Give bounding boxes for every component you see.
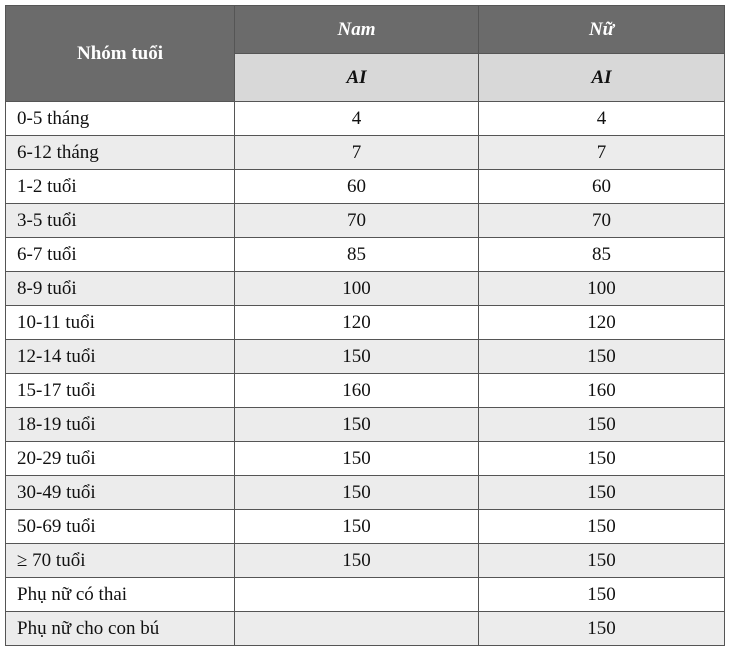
table-row xyxy=(6,578,725,612)
female-value-cell: 60 xyxy=(479,170,725,204)
age-cell: 1-2 tuổi xyxy=(6,170,235,204)
age-cell: 20-29 tuổi xyxy=(6,442,235,476)
table-row xyxy=(6,136,725,170)
age-cell: 10-11 tuổi xyxy=(6,306,235,340)
table-row xyxy=(6,238,725,272)
table-row xyxy=(6,612,725,646)
table-row xyxy=(6,272,725,306)
age-cell: 15-17 tuổi xyxy=(6,374,235,408)
male-value-cell: 100 xyxy=(235,272,479,306)
header-female-ai: AI xyxy=(479,54,725,102)
age-cell: Phụ nữ cho con bú xyxy=(6,612,235,646)
age-cell: ≥ 70 tuổi xyxy=(6,544,235,578)
male-value-cell: 4 xyxy=(235,102,479,136)
female-value-cell: 150 xyxy=(479,544,725,578)
table-row xyxy=(6,476,725,510)
age-cell: 3-5 tuổi xyxy=(6,204,235,238)
age-cell: 12-14 tuổi xyxy=(6,340,235,374)
female-value-cell: 150 xyxy=(479,510,725,544)
male-value-cell: 70 xyxy=(235,204,479,238)
male-value-cell: 150 xyxy=(235,442,479,476)
female-value-cell: 160 xyxy=(479,374,725,408)
female-value-cell: 150 xyxy=(479,408,725,442)
table-row xyxy=(6,306,725,340)
table-row xyxy=(6,408,725,442)
table-row xyxy=(6,340,725,374)
table-frame xyxy=(5,5,725,646)
female-value-cell: 120 xyxy=(479,306,725,340)
male-value-cell: 7 xyxy=(235,136,479,170)
female-value-cell: 150 xyxy=(479,476,725,510)
table-row xyxy=(6,170,725,204)
age-cell: 0-5 tháng xyxy=(6,102,235,136)
female-value-cell: 85 xyxy=(479,238,725,272)
male-value-cell xyxy=(235,578,479,612)
table-row xyxy=(6,102,725,136)
nutrition-table xyxy=(5,5,725,646)
table-row xyxy=(6,374,725,408)
table-row xyxy=(6,204,725,238)
male-value-cell xyxy=(235,612,479,646)
male-value-cell: 150 xyxy=(235,340,479,374)
male-value-cell: 150 xyxy=(235,408,479,442)
female-value-cell: 100 xyxy=(479,272,725,306)
male-value-cell: 60 xyxy=(235,170,479,204)
male-value-cell: 150 xyxy=(235,476,479,510)
age-cell: 6-12 tháng xyxy=(6,136,235,170)
table-header xyxy=(6,6,725,102)
female-value-cell: 150 xyxy=(479,442,725,476)
female-value-cell: 150 xyxy=(479,578,725,612)
header-male: Nam xyxy=(235,6,479,54)
table-row xyxy=(6,442,725,476)
male-value-cell: 150 xyxy=(235,544,479,578)
header-age-group: Nhóm tuổi xyxy=(6,6,235,102)
age-cell: 30-49 tuổi xyxy=(6,476,235,510)
header-male-ai: AI xyxy=(235,54,479,102)
female-value-cell: 4 xyxy=(479,102,725,136)
male-value-cell: 85 xyxy=(235,238,479,272)
age-cell: 8-9 tuổi xyxy=(6,272,235,306)
male-value-cell: 150 xyxy=(235,510,479,544)
female-value-cell: 150 xyxy=(479,340,725,374)
table-row xyxy=(6,544,725,578)
age-cell: 6-7 tuổi xyxy=(6,238,235,272)
table-body xyxy=(6,102,725,646)
age-cell: 50-69 tuổi xyxy=(6,510,235,544)
female-value-cell: 150 xyxy=(479,612,725,646)
age-cell: 18-19 tuổi xyxy=(6,408,235,442)
age-cell: Phụ nữ có thai xyxy=(6,578,235,612)
header-female: Nữ xyxy=(479,6,725,54)
table-row xyxy=(6,510,725,544)
female-value-cell: 7 xyxy=(479,136,725,170)
male-value-cell: 120 xyxy=(235,306,479,340)
female-value-cell: 70 xyxy=(479,204,725,238)
male-value-cell: 160 xyxy=(235,374,479,408)
